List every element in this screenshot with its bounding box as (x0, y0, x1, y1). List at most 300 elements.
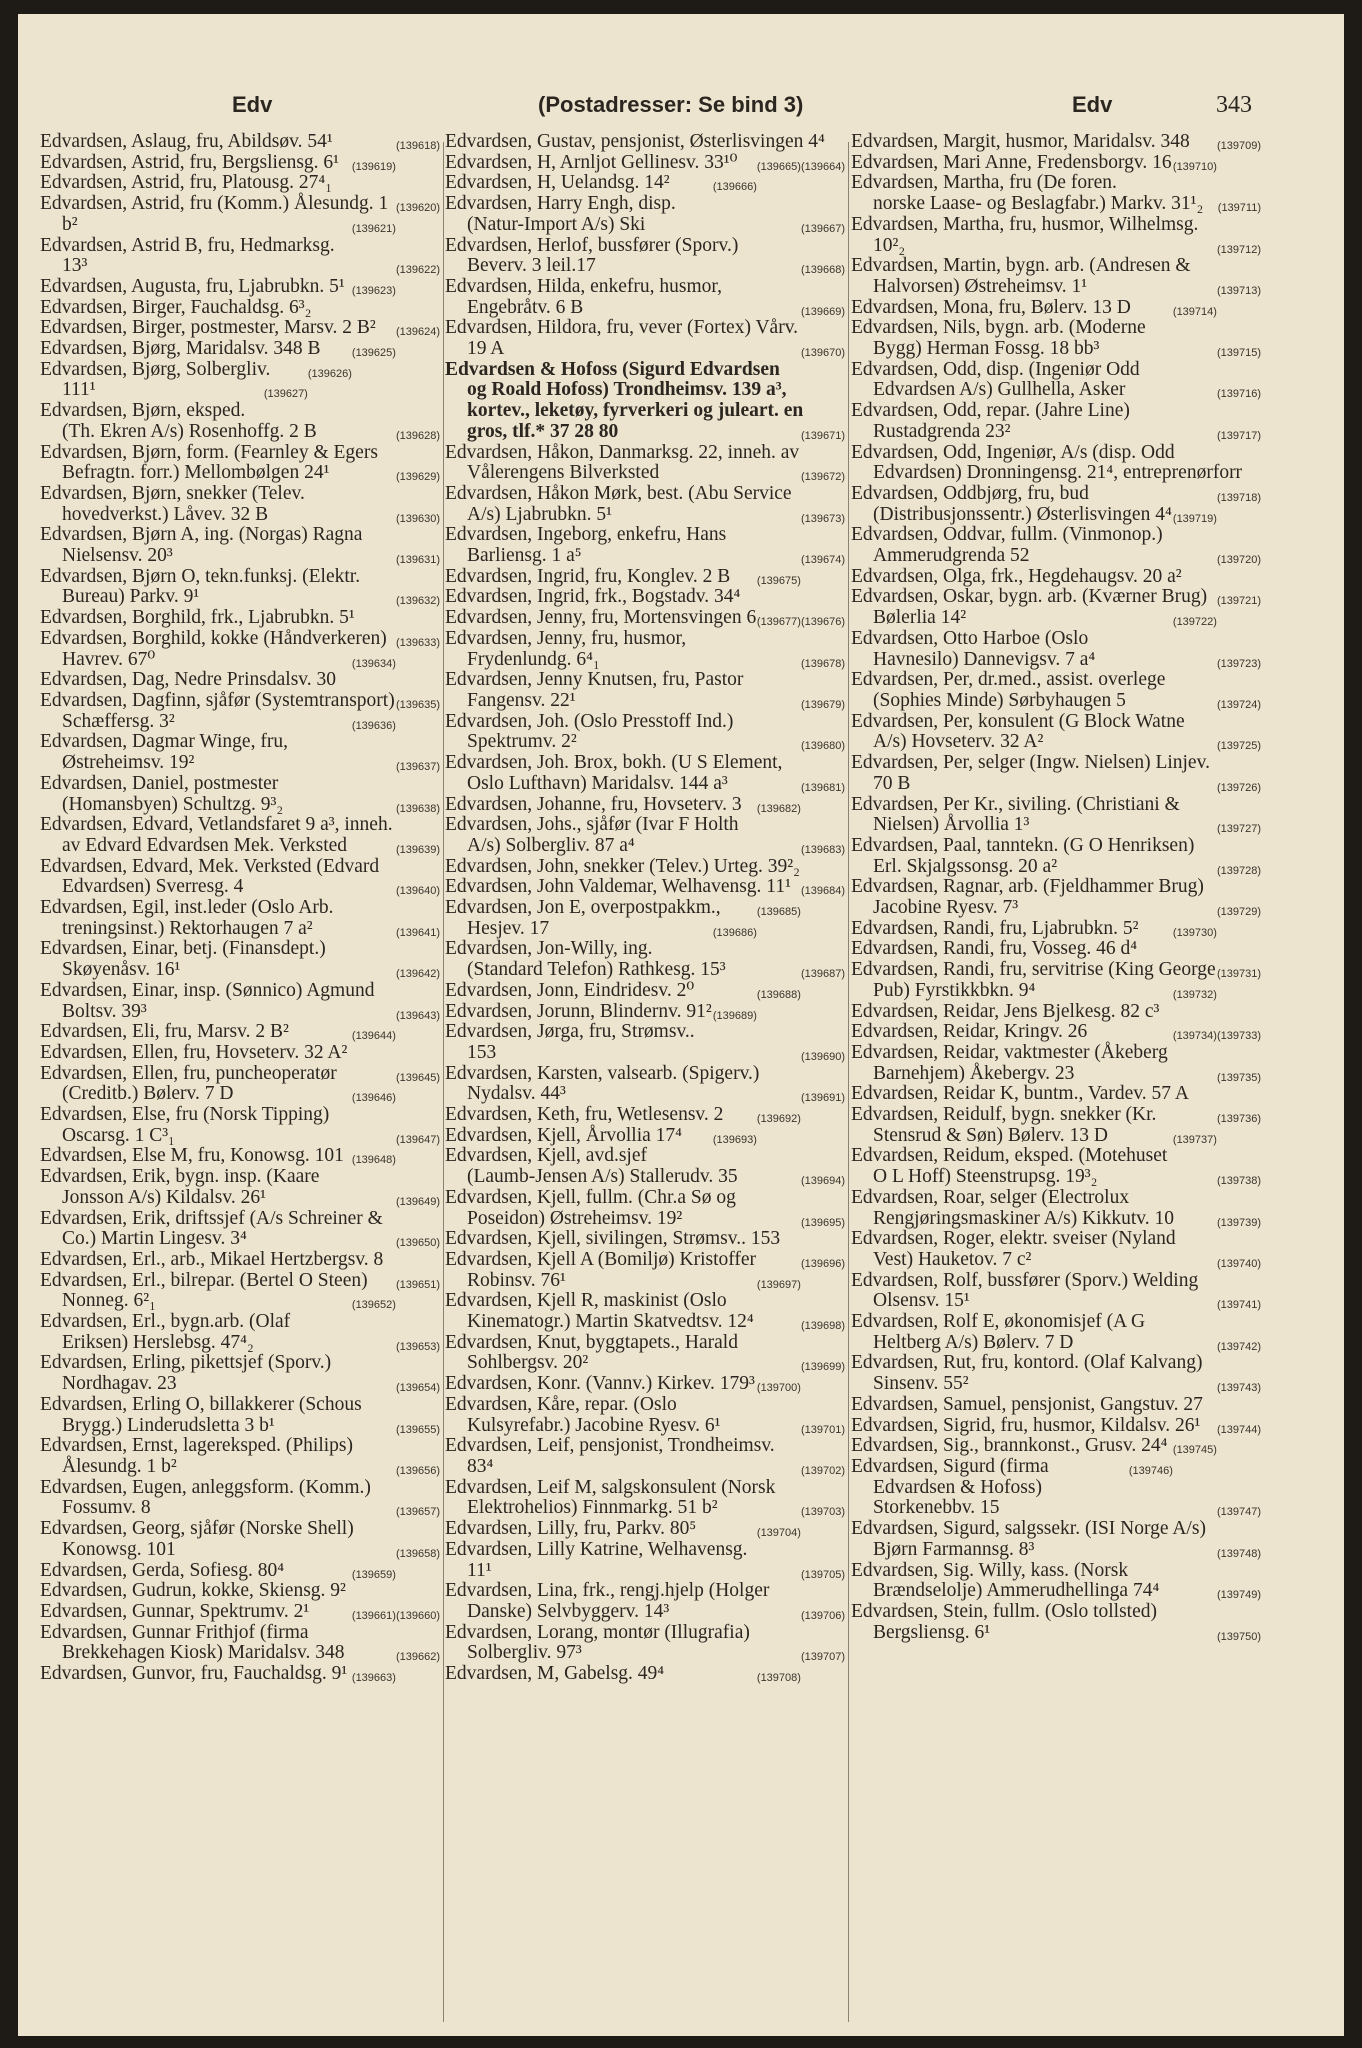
entry-number: (139690) (800, 1050, 845, 1063)
entry-number: (139678) (800, 657, 845, 670)
directory-entry (445, 1146, 845, 1187)
directory-entry (445, 629, 845, 670)
entry-number: (139699) (800, 1361, 845, 1374)
entry-number: (139662) (395, 1651, 440, 1664)
entry-number: (139631) (395, 554, 440, 567)
entry-text: Edvardsen, Rolf E, økonomisjef (A G Heltberg A/s) Bølerv. 7 D (851, 1311, 1146, 1353)
directory-entry (445, 567, 845, 588)
directory-entry (445, 1519, 845, 1540)
entry-text: Edvardsen, Reidum, eksped. (Motehuset O L Hoff) Steenstrupsg. 19³₂ (851, 1145, 1168, 1188)
entry-number: (139655) (395, 1423, 440, 1436)
entry-number: (139726) (1216, 781, 1261, 794)
entry-text: Edvardsen, M, Gabelsg. 49⁴ (445, 1663, 665, 1685)
entry-number: (139728) (1216, 864, 1261, 877)
directory-entry (851, 919, 1261, 940)
entry-text: Edvardsen, Kjell A (Bomiljø) Kristoffer Robinsv. 76¹ (445, 1248, 757, 1291)
entry-text: Edvardsen, Erl., bilrepar. (Bertel O Steen) Nonneg. 6²₁ (40, 1269, 368, 1312)
entry-text: Edvardsen, Jenny, fru, husmor, Frydenlundg. 6⁴₁ (445, 627, 687, 670)
entry-number: (139661) (351, 1609, 396, 1622)
directory-entry (851, 256, 1261, 297)
directory-entry (40, 484, 440, 525)
entry-number: (139750) (1216, 1630, 1261, 1643)
entry-number: (139698) (800, 1320, 845, 1333)
entry-number: (139683) (800, 843, 845, 856)
entry-text: Edvardsen, Kjell, sivilingen, Strømsv.. 153 (445, 1228, 781, 1250)
entry-text: Edvardsen, Bjørn, eksped. (Th. Ekren A/s) Rosenhoffg. 2 B (40, 400, 317, 442)
entry-text: Edvardsen, Sigurd (firma Edvardsen & Hofoss) Storkenebbv. 15 (851, 1456, 1049, 1519)
entry-text: Edvardsen, Dagmar Winge, fru, Østreheimsv. 19² (40, 731, 288, 774)
entry-text: Edvardsen, Bjørn O, tekn.funksj. (Elektr. Bureau) Parkv. 9¹ (40, 565, 361, 608)
directory-entry (40, 277, 440, 298)
directory-entry (851, 1043, 1261, 1084)
directory-entry (445, 670, 845, 711)
entry-text: Edvardsen, Lilly, fru, Parkv. 80⁵ (445, 1518, 697, 1540)
directory-entry (40, 1519, 440, 1560)
entry-number: (139729) (1216, 906, 1261, 919)
directory-entry (40, 898, 440, 939)
directory-entry (40, 1478, 440, 1519)
directory-entry (445, 1333, 845, 1374)
entry-text: Edvardsen, Stein, fullm. (Oslo tollsted) Bergsliensg. 6¹ (851, 1600, 1158, 1643)
entry-text: Edvardsen, Per, selger (Ingw. Nielsen) Linjev. 70 B (851, 752, 1210, 794)
entry-text: Edvardsen, Roger, elektr. sveiser (Nyland Vest) Hauketov. 7 c² (851, 1228, 1176, 1270)
directory-entry (851, 1353, 1261, 1394)
entry-number: (139723) (1216, 657, 1261, 670)
entry-text: Edvardsen, Kjell, fullm. (Chr.a Sø og Poseidon) Østreheimsv. 19² (445, 1186, 736, 1229)
entry-text: Edvardsen, Mari Anne, Fredensborgv. 16 (851, 151, 1172, 173)
entry-number: (139706) (800, 1609, 845, 1622)
entry-number: (139656) (395, 1465, 440, 1477)
entry-text: Edvardsen, Odd, repar. (Jahre Line) Rustadgrenda 23² (851, 400, 1130, 442)
directory-entry (40, 360, 440, 401)
entry-number: (139670) (800, 347, 845, 360)
entry-text: Edvardsen, Jonn, Eindridesv. 2⁰ (445, 979, 695, 1001)
entry-number: (139707) (800, 1651, 845, 1664)
directory-entry (40, 1209, 440, 1250)
entry-text: Edvardsen, Per, konsulent (G Block Watne A/s) Hovseterv. 32 A² (851, 710, 1185, 753)
entry-number: (139644) (351, 1030, 396, 1043)
entry-number: (139653) (395, 1340, 440, 1353)
column-divider (848, 142, 849, 2022)
directory-entry (445, 1478, 845, 1519)
directory-entry (40, 1146, 440, 1167)
entry-text: Edvardsen, Daniel, postmester (Homansbyen) Schultzg. 9³₂ (40, 772, 284, 815)
entry-text: Edvardsen, Oddbjørg, fru, bud (Distribusjonssentr.) Østerlisvingen 4⁴ (851, 482, 1172, 525)
directory-entry (40, 939, 440, 980)
directory-entry (445, 795, 845, 816)
entry-text: Edvardsen, Martha, fru (De foren. norske Laase- og Beslagfabr.) Markv. 31¹₂ (851, 172, 1204, 215)
entry-text: Edvardsen, Kjell, avd.sjef (Laumb-Jensen A/s) Stallerudv. 35 (445, 1145, 738, 1188)
entry-number: (139654) (395, 1382, 440, 1395)
entry-number: (139686) (712, 926, 757, 939)
directory-entry (851, 298, 1261, 319)
entry-text: Edvardsen, Martha, fru, husmor, Wilhelmsg. 10²₂ (851, 213, 1199, 256)
entry-number: (139640) (395, 885, 440, 898)
directory-entry (40, 525, 440, 566)
entry-text: Edvardsen, Randi, fru, servitrise (King George Pub) Fyrstikkbkn. 9⁴ (851, 959, 1216, 1001)
entry-text: Edvardsen, Erik, driftssjef (A/s Schreiner & Co.) Martin Lingesv. 3⁴ (40, 1207, 383, 1250)
directory-entry (445, 1395, 845, 1436)
entry-text: Edvardsen, Per, dr.med., assist. overlege (Sophies Minde) Sørbyhaugen 5 (851, 669, 1166, 711)
entry-text: Edvardsen, Lilly Katrine, Welhavensg. 11¹ (445, 1538, 748, 1581)
entry-number: (139692) (756, 1113, 801, 1126)
entry-number: (139633) (395, 636, 440, 649)
entry-text: Edvardsen, Sigurd, salgssekr. (ISI Norge A/s) Bjørn Farmannsg. 8³ (851, 1518, 1206, 1560)
directory-entry (40, 132, 440, 153)
entry-text: Edvardsen, Lina, frk., rengj.hjelp (Holger Danske) Selvbyggerv. 14³ (445, 1580, 770, 1622)
entry-number: (139682) (756, 802, 801, 815)
entry-number: (139680) (800, 740, 845, 753)
directory-entry (40, 1167, 440, 1208)
entry-text: Edvardsen, Edvard, Vetlandsfaret 9 a³, inneh. av Edvard Edvardsen Mek. Verksted (40, 814, 393, 856)
directory-entry (40, 443, 440, 484)
directory-entry (445, 1664, 845, 1685)
entry-text: Edvardsen, Joh. (Oslo Presstoff Ind.) Spektrumv. 2² (445, 710, 734, 753)
entry-number: (139697) (756, 1278, 801, 1291)
entry-text: Edvardsen, Jorunn, Blindernv. 91² (445, 1000, 712, 1022)
entry-text: Edvardsen, Bjørn, form. (Fearnley & Egers Befragtn. forr.) Mellombølgen 24¹ (40, 441, 378, 484)
entry-text: Edvardsen, Bjørn, snekker (Telev. hovedverkst.) Låvev. 32 B (40, 482, 305, 525)
directory-entry (851, 318, 1261, 359)
entry-number: (139727) (1216, 823, 1261, 836)
entry-number: (139641) (395, 926, 440, 939)
entry-number: (139622) (395, 264, 440, 277)
directory-entry (851, 1457, 1261, 1519)
entry-text: Edvardsen, Bjørg, Solbergliv. 111¹ (40, 358, 271, 401)
directory-entry (445, 360, 845, 443)
entry-number: (139674) (800, 554, 845, 567)
entry-text: Edvardsen, Rut, fru, kontord. (Olaf Kalvang) Sinsenv. 55² (851, 1352, 1203, 1395)
entry-number: (139702) (800, 1465, 845, 1477)
entry-number: (139658) (395, 1547, 440, 1560)
directory-column-2 (445, 132, 845, 1689)
entry-text: Edvardsen, Håkon Mørk, best. (Abu Service A/s) Ljabrubkn. 5¹ (445, 482, 792, 525)
entry-number: (139737) (1172, 1133, 1217, 1146)
entry-text: Edvardsen, Randi, fru, Vosseg. 46 d⁴ (851, 938, 1138, 960)
entry-number: (139700) (756, 1382, 801, 1395)
entry-text: Edvardsen, Samuel, pensjonist, Gangstuv. 27 (851, 1393, 1203, 1415)
entry-number: (139701) (800, 1423, 845, 1436)
entry-number: (139618) (395, 140, 440, 152)
entry-number: (139744) (1216, 1423, 1261, 1436)
entry-number: (139738) (1216, 1175, 1261, 1188)
entry-number: (139684) (800, 885, 845, 898)
entry-text: Edvardsen, Leif M, salgskonsulent (Norsk Elektrohelios) Finnmarkg. 51 b² (445, 1476, 776, 1519)
entry-number: (139732) (1172, 988, 1217, 1001)
directory-entry (40, 1561, 440, 1582)
entry-text: Edvardsen, Roar, selger (Electrolux Rengjøringsmaskiner A/s) Kikkutv. 10 (851, 1186, 1174, 1229)
entry-number: (139643) (395, 1009, 440, 1022)
entry-text: Edvardsen, Eugen, anleggsform. (Komm.) Fossumv. 8 (40, 1476, 371, 1519)
directory-entry (445, 1623, 845, 1664)
directory-entry (445, 194, 845, 235)
entry-text: Edvardsen, Ellen, fru, puncheoperatør (Creditb.) Bølerv. 7 D (40, 1062, 337, 1105)
entry-number: (139637) (395, 761, 440, 774)
directory-entry (851, 795, 1261, 836)
entry-text: Edvardsen, Reidar K, buntm., Vardev. 57 A (851, 1083, 1189, 1105)
entry-number: (139620) (395, 202, 440, 215)
header-postal-note: (Postadresser: Se bind 3) (538, 92, 804, 117)
entry-number: (139630) (395, 512, 440, 525)
directory-entry (445, 939, 845, 980)
entry-text: Edvardsen, Eli, fru, Marsv. 2 B² (40, 1021, 289, 1043)
directory-entry (851, 1229, 1261, 1270)
entry-text: Edvardsen, Mona, fru, Bølerv. 13 D (851, 296, 1131, 318)
entry-number: (139718) (1216, 491, 1261, 504)
entry-text: Edvardsen, Dag, Nedre Prinsdalsv. 30 (40, 669, 337, 691)
directory-entry (851, 1271, 1261, 1312)
entry-text: Edvardsen, Aslaug, fru, Abildsøv. 54¹ (40, 131, 333, 152)
directory-entry (851, 1105, 1261, 1146)
entry-text: Edvardsen, Erl., bygn.arb. (Olaf Eriksen) Herslebsg. 47⁴₂ (40, 1311, 291, 1353)
entry-number: (139673) (800, 512, 845, 525)
entry-number: (139748) (1216, 1547, 1261, 1560)
entry-text: Edvardsen, Gustav, pensjonist, Østerlisvingen 4⁴ (445, 131, 825, 152)
directory-entry (851, 960, 1261, 1001)
directory-entry (40, 1312, 440, 1353)
directory-entry (851, 132, 1261, 153)
directory-entry (445, 1291, 845, 1332)
entry-text: Edvardsen, Per Kr., siviling. (Christiani & Nielsen) Årvollia 1³ (851, 793, 1180, 836)
header-left-keyword: Edv (232, 92, 273, 117)
header-right-keyword: Edv (1072, 92, 1113, 117)
entry-text: Edvardsen, Karsten, valsearb. (Spigerv.) Nydalsv. 44³ (445, 1062, 760, 1105)
directory-entry (445, 153, 845, 174)
entry-text: Edvardsen, Jørga, fru, Strømsv.. 153 (445, 1021, 695, 1063)
directory-entry (445, 443, 845, 484)
entry-text: Edvardsen, Ingrid, fru, Konglev. 2 B (445, 565, 731, 587)
directory-entry (40, 629, 440, 670)
entry-text: Edvardsen, Odd, disp. (Ingeniør Odd Edvardsen A/s) Gullhella, Asker (851, 358, 1140, 401)
entry-number: (139666) (712, 181, 757, 194)
directory-entry (445, 1022, 845, 1063)
entry-number: (139636) (351, 719, 396, 732)
directory-entry (851, 153, 1261, 174)
directory-entry (445, 712, 845, 753)
directory-entry (851, 712, 1261, 753)
entry-number: (139749) (1216, 1589, 1261, 1602)
entry-number: (139746) (1128, 1465, 1173, 1477)
entry-text: Edvardsen, Reidulf, bygn. snekker (Kr. Stensrud & Søn) Bølerv. 13 D (851, 1104, 1157, 1146)
entry-number: (139659) (351, 1568, 396, 1581)
entry-text: Edvardsen, Bjørg, Maridalsv. 348 B (40, 338, 321, 360)
entry-text: Edvardsen, Ingeborg, enkefru, Hans Barliensg. 1 a⁵ (445, 524, 727, 567)
directory-entry (40, 691, 440, 732)
directory-entry (851, 836, 1261, 877)
entry-text: Edvardsen, Dagfinn, sjåfør (Systemtransport) Schæffersg. 3² (40, 689, 395, 732)
entry-number: (139740) (1216, 1257, 1261, 1270)
entry-number: (139688) (756, 988, 801, 1001)
entry-number: (139712) (1216, 243, 1261, 256)
entry-text: Edvardsen, Gunvor, fru, Fauchaldsg. 9¹ (40, 1663, 348, 1685)
entry-text: Edvardsen, Erling, pikettsjef (Sporv.) Nordhagav. 23 (40, 1352, 332, 1395)
entry-number: (139704) (756, 1527, 801, 1540)
entry-number: (139696) (800, 1257, 845, 1270)
directory-entry (40, 815, 440, 856)
directory-entry (851, 1519, 1261, 1560)
entry-text: Edvardsen, Astrid, fru (Komm.) Ålesundg. 1 b² (40, 193, 389, 235)
entry-text: Edvardsen, Bjørn A, ing. (Norgas) Ragna Nielsensv. 20³ (40, 524, 363, 567)
directory-entry (445, 608, 845, 629)
directory-entry (851, 360, 1261, 401)
entry-number: (139621) (351, 222, 396, 235)
directory-entry (851, 629, 1261, 670)
entry-number: (139626) (307, 367, 352, 380)
entry-text: Edvardsen, Sig. Willy, kass. (Norsk Brændselolje) Ammerudhellinga 74⁴ (851, 1559, 1160, 1602)
entry-number: (139733) (1216, 1030, 1261, 1043)
directory-entry (445, 1250, 845, 1291)
entry-text: Edvardsen, Jon E, overpostpakkm., Hesjev. 17 (445, 897, 721, 939)
entry-text: Edvardsen, Johs., sjåfør (Ivar F Holth A/s) Solbergliv. 87 a⁴ (445, 814, 739, 856)
entry-number: (139645) (395, 1071, 440, 1084)
entry-number: (139713) (1216, 284, 1261, 297)
entry-number: (139664) (800, 160, 845, 173)
entry-number: (139639) (395, 843, 440, 856)
entry-text: Edvardsen, Knut, byggtapets., Harald Sohlbergsv. 20² (445, 1331, 738, 1374)
entry-text: Edvardsen, Rolf, bussfører (Sporv.) Welding Olsensv. 15¹ (851, 1269, 1199, 1312)
directory-entry (851, 670, 1261, 711)
directory-entry (40, 732, 440, 773)
entry-text: Edvardsen, Ellen, fru, Hovseterv. 32 A² (40, 1041, 348, 1063)
entry-text: Edvardsen, H, Arnljot Gellinesv. 33¹⁰ (445, 151, 738, 173)
entry-text: Edvardsen, Gudrun, kokke, Skiensg. 9² (40, 1580, 346, 1602)
entry-number: (139652) (351, 1299, 396, 1312)
entry-number: (139681) (800, 781, 845, 794)
entry-number: (139675) (756, 574, 801, 587)
entry-number: (139725) (1216, 740, 1261, 753)
entry-text: Edvardsen, Paal, tanntekn. (G O Henriksen) Erl. Skjalgssonsg. 20 a² (851, 834, 1195, 877)
entry-text: Edvardsen, Martin, bygn. arb. (Andresen & Halvorsen) Østreheimsv. 1¹ (851, 255, 1191, 297)
directory-entry (40, 1664, 440, 1685)
directory-entry (40, 194, 440, 235)
directory-entry (40, 1395, 440, 1436)
directory-entry (851, 1561, 1261, 1602)
entry-text: Edvardsen, Ernst, lagereksped. (Philips) Ålesundg. 1 b² (40, 1435, 354, 1477)
entry-number: (139628) (395, 429, 440, 442)
entry-number: (139668) (800, 264, 845, 277)
entry-text: Edvardsen, Else, fru (Norsk Tipping) Oscarsg. 1 C³₁ (40, 1104, 330, 1146)
entry-text: Edvardsen, Kåre, repar. (Oslo Kulsyrefabr.) Jacobine Ryesv. 6¹ (445, 1393, 721, 1436)
entry-number: (139703) (800, 1506, 845, 1519)
entry-number: (139711) (1217, 202, 1261, 215)
entry-number: (139677) (756, 616, 801, 629)
entry-number: (139741) (1216, 1299, 1261, 1312)
entry-text: Edvardsen, Randi, fru, Ljabrubkn. 5² (851, 917, 1139, 939)
entry-text: Edvardsen, Egil, inst.leder (Oslo Arb. treningsinst.) Rektorhaugen 7 a² (40, 897, 334, 939)
entry-number: (139730) (1172, 926, 1217, 939)
entry-text: Edvardsen, Einar, betj. (Finansdept.) Skøyenåsv. 16¹ (40, 938, 326, 981)
entry-number: (139745) (1172, 1444, 1217, 1457)
entry-number: (139623) (351, 284, 396, 297)
entry-text: Edvardsen, Odd, Ingeniør, A/s (disp. Odd Edvardsen) Dronningensg. 21⁴, entreprenørforr (851, 441, 1243, 484)
entry-text: Edvardsen, Lorang, montør (Illugrafia) Solbergliv. 97³ (445, 1621, 750, 1664)
directory-entry (445, 1188, 845, 1229)
entry-number: (139724) (1216, 698, 1261, 711)
entry-text: Edvardsen & Hofoss (Sigurd Edvardsen og Roald Hofoss) Trondheimsv. 139 a³, kortev., leketøy, fyrverkeri og juleart. en gros, tlf.* 37 28 80 (445, 358, 804, 442)
directory-entry (445, 484, 845, 525)
entry-number: (139721) (1216, 595, 1261, 608)
entry-text: Edvardsen, Sig., brannkonst., Grusv. 24⁴ (851, 1435, 1168, 1457)
entry-text: Edvardsen, John Valdemar, Welhavensg. 11¹ (445, 876, 791, 898)
directory-entry (851, 1022, 1261, 1043)
entry-number: (139672) (800, 471, 845, 484)
directory-entry (851, 484, 1261, 525)
directory-entry (445, 236, 845, 277)
directory-entry (40, 236, 440, 277)
entry-number: (139715) (1216, 347, 1261, 360)
directory-entry (851, 877, 1261, 918)
directory-entry (851, 587, 1261, 628)
entry-text: Edvardsen, Astrid, fru, Platousg. 27⁴₁ (40, 172, 332, 194)
entry-number: (139624) (395, 326, 440, 339)
entry-text: Edvardsen, Birger, Fauchaldsg. 6³₂ (40, 296, 312, 318)
entry-number: (139743) (1216, 1382, 1261, 1395)
entry-text: Edvardsen, Edvard, Mek. Verksted (Edvard Edvardsen) Sverresg. 4 (40, 855, 380, 898)
entry-text: Edvardsen, John, snekker (Telev.) Urteg. 39²₂ (445, 855, 800, 877)
directory-entry (851, 215, 1261, 256)
entry-number: (139638) (395, 802, 440, 815)
entry-text: Edvardsen, Ragnar, arb. (Fjeldhammer Brug) Jacobine Ryesv. 7³ (851, 876, 1204, 919)
entry-text: Edvardsen, Leif, pensjonist, Trondheimsv. 83⁴ (445, 1435, 775, 1477)
entry-number: (139663) (351, 1672, 396, 1685)
entry-number: (139734) (1172, 1030, 1217, 1043)
entry-text: Edvardsen, Jon-Willy, ing. (Standard Telefon) Rathkesg. 15³ (445, 938, 726, 981)
directory-entry (40, 981, 440, 1022)
entry-text: Edvardsen, Gunnar, Spektrumv. 2¹ (40, 1600, 310, 1622)
entry-number: (139660) (395, 1609, 440, 1622)
entry-number: (139735) (1216, 1071, 1261, 1084)
entry-number: (139736) (1216, 1113, 1261, 1126)
entry-text: Edvardsen, Otto Harboe (Oslo Havnesilo) Dannevigsv. 7 a⁴ (851, 627, 1096, 670)
entry-text: Edvardsen, H, Uelandsg. 14² (445, 172, 670, 194)
directory-entry (40, 401, 440, 442)
entry-text: Edvardsen, Johanne, fru, Hovseterv. 3 (445, 793, 742, 815)
entry-number: (139747) (1216, 1506, 1261, 1519)
directory-entry (445, 277, 845, 318)
entry-text: Edvardsen, Kjell R, maskinist (Oslo Kinematogr.) Martin Skatvedtsv. 12⁴ (445, 1290, 754, 1333)
directory-entry (40, 1623, 440, 1664)
directory-entry (40, 567, 440, 608)
entry-text: Edvardsen, Keth, fru, Wetlesensv. 2 (445, 1104, 724, 1126)
entry-number: (139691) (800, 1092, 845, 1105)
entry-number: (139685) (756, 906, 801, 919)
entry-text: Edvardsen, Margit, husmor, Maridalsv. 348 (851, 131, 1190, 152)
page-header (18, 92, 1344, 126)
entry-number: (139650) (395, 1237, 440, 1250)
entry-text: Edvardsen, Nils, bygn. arb. (Moderne Bygg) Herman Fossg. 18 bb³ (851, 317, 1146, 360)
directory-entry (445, 981, 845, 1002)
directory-entry (445, 815, 845, 856)
directory-entry (851, 525, 1261, 566)
entry-number: (139632) (395, 595, 440, 608)
entry-number: (139649) (395, 1195, 440, 1208)
directory-entry (445, 1581, 845, 1622)
directory-entry (445, 525, 845, 566)
entry-number: (139742) (1216, 1340, 1261, 1353)
entry-text: Edvardsen, Erling O, billakkerer (Schous Brygg.) Linderudsletta 3 b¹ (40, 1393, 362, 1436)
entry-text: Edvardsen, Astrid B, fru, Hedmarksg. 13³ (40, 234, 335, 277)
entry-text: Edvardsen, Håkon, Danmarksg. 22, inneh. av Vålerengens Bilverksted (445, 441, 800, 484)
directory-entry (445, 1374, 845, 1395)
directory-entry (851, 173, 1261, 214)
directory-entry (40, 857, 440, 898)
entry-text: Edvardsen, Borghild, kokke (Håndverkeren) Havrev. 67⁰ (40, 627, 387, 670)
entry-number: (139705) (800, 1568, 845, 1581)
directory-entry (851, 401, 1261, 442)
entry-number: (139634) (351, 657, 396, 670)
entry-number: (139694) (800, 1175, 845, 1188)
directory-entry (851, 1146, 1261, 1187)
